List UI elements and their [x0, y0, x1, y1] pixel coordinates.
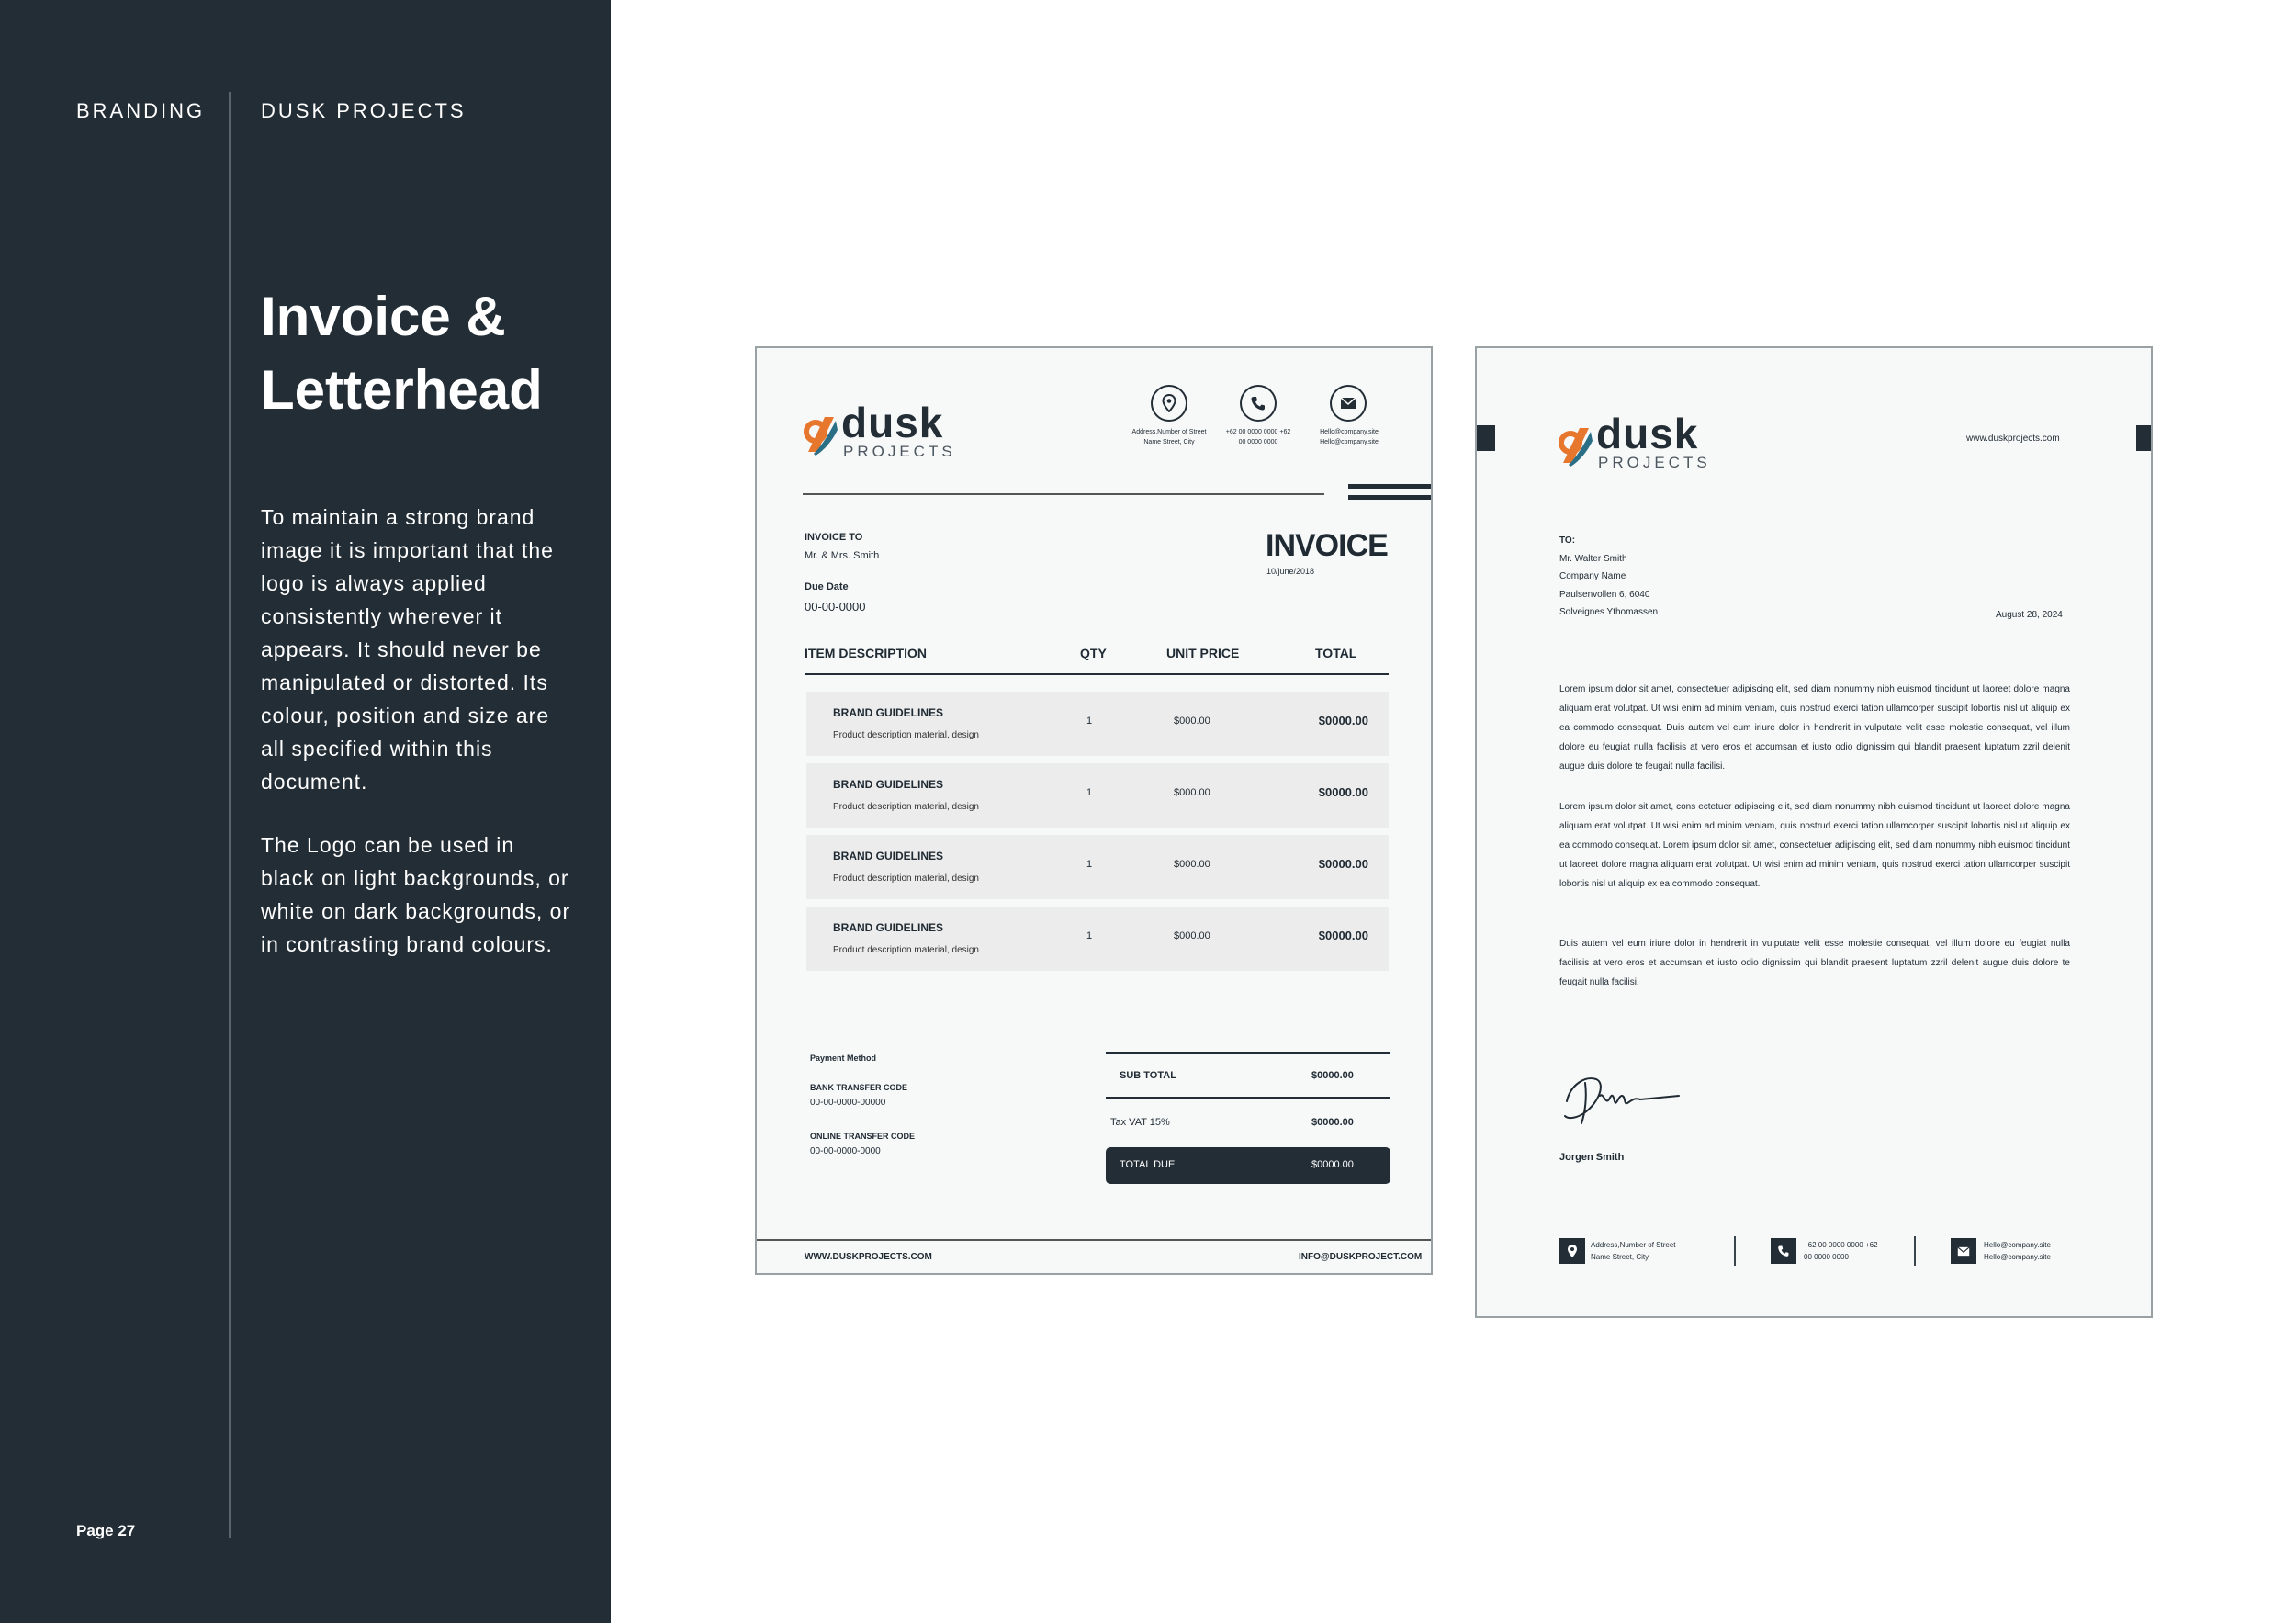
fold-mark-left: [1477, 425, 1495, 451]
phone-icon: [1771, 1238, 1796, 1264]
recipient-company: Company Name: [1559, 571, 1626, 581]
recipient-name: Mr. Walter Smith: [1559, 554, 1627, 564]
accent-bar-bottom: [1348, 495, 1433, 500]
page-title-line1: Invoice &: [261, 286, 506, 347]
table-header-rule: [805, 673, 1389, 675]
row-item: BRAND GUIDELINES: [833, 778, 944, 791]
table-row: [806, 835, 1389, 899]
footer-rule: [757, 1239, 1433, 1241]
sidebar-divider: [229, 92, 231, 1538]
footer-website: WWW.DUSKPROJECTS.COM: [805, 1252, 932, 1262]
invoice-date: 10/june/2018: [1266, 567, 1315, 576]
subtotal-label: SUB TOTAL: [1120, 1070, 1176, 1081]
table-row: [806, 763, 1389, 828]
row-qty: 1: [1086, 930, 1093, 941]
subtotal-bottom-rule: [1106, 1097, 1390, 1099]
tax-value: $0000.00: [1311, 1117, 1354, 1128]
body-paragraph: Lorem ipsum dolor sit amet, cons ectetuer adipiscing elit, sed diam nonummy nibh euismod tincidunt ut laoreet dolore magna aliquam erat volutpat. Ut wisi enim ad minim veniam, quis nostrud exerci tation ullamcorper suscipit lobortis nisl ut aliquip ex ea commodo consequat. Lorem ipsum dolor sit amet, consectetuer adipiscing elit, sed diam nonummy nibh euismod tincidunt ut laoreet dolore magna aliquam erat volutpat. Ut wisi enim ad minim veniam, quis nostrud exerci tation ullamcorper suscipit lobortis nisl ut aliquip ex ea commodo consequat.: [1559, 802, 2070, 889]
accent-bar-top: [1348, 484, 1433, 489]
bank-transfer-label: BANK TRANSFER CODE: [810, 1083, 908, 1092]
mail-icon: [1951, 1238, 1976, 1264]
logo-mark-icon: [1558, 421, 1594, 468]
row-description: Product description material, design: [833, 945, 979, 955]
body-paragraph: Duis autem vel eum iriure dolor in hendrerit in vulputate velit esse molestie consequat, vel illum dolore eu feugiat nulla facilisis at vero eros et accumsan et iusto odio dignissim qui blandit praesent luptatum zzril delenit augue duis dolore te feugait nulla facilisi.: [1559, 939, 2070, 987]
page-title: [261, 280, 591, 427]
online-transfer-value: 00-00-0000-0000: [810, 1146, 881, 1156]
row-total: $0000.00: [1318, 929, 1368, 942]
footer-email: INFO@DUSKPROJECT.COM: [1299, 1252, 1423, 1262]
col-unit-price: UNIT PRICE: [1166, 646, 1240, 660]
row-qty: 1: [1086, 859, 1093, 870]
phone-icon: [1240, 385, 1277, 422]
recipient-city: Solveignes Ythomassen: [1559, 607, 1659, 617]
footer-separator: [1734, 1236, 1736, 1266]
col-item-description: ITEM DESCRIPTION: [805, 646, 928, 660]
due-date-value: 00-00-0000: [805, 600, 866, 614]
table-row: [806, 907, 1389, 971]
row-unit-price: $000.00: [1174, 930, 1210, 941]
logo-wordmark: dusk: [841, 399, 944, 446]
subtotal-top-rule: [1106, 1052, 1390, 1054]
row-unit-price: $000.00: [1174, 787, 1210, 798]
fold-mark-right: [2136, 425, 2153, 451]
total-due-value: $0000.00: [1311, 1159, 1354, 1170]
row-qty: 1: [1086, 716, 1093, 727]
letter-website: www.duskprojects.com: [1966, 434, 2060, 444]
col-total: TOTAL: [1315, 646, 1357, 660]
contact-address: Address,Number of Street Name Street, City: [1131, 429, 1207, 445]
row-unit-price: $000.00: [1174, 859, 1210, 870]
payment-method-label: Payment Method: [810, 1054, 877, 1063]
row-description: Product description material, design: [833, 730, 979, 740]
bank-transfer-value: 00-00-0000-00000: [810, 1098, 886, 1108]
row-total: $0000.00: [1318, 785, 1368, 799]
row-qty: 1: [1086, 787, 1093, 798]
footer-separator: [1914, 1236, 1916, 1266]
row-description: Product description material, design: [833, 873, 979, 884]
total-due-label: TOTAL DUE: [1120, 1159, 1176, 1170]
subtotal-value: $0000.00: [1311, 1070, 1354, 1081]
letterhead-sheet: [1475, 346, 2153, 1318]
invoice-to-label: INVOICE TO: [805, 532, 863, 543]
invoice-title: INVOICE: [1266, 528, 1388, 563]
logo-subtitle: PROJECTS: [843, 443, 956, 460]
location-pin-icon: [1559, 1238, 1585, 1264]
row-item: BRAND GUIDELINES: [833, 706, 944, 719]
page-title-line2: Letterhead: [261, 359, 543, 421]
body-paragraph: Lorem ipsum dolor sit amet, consectetuer adipiscing elit, sed diam nonummy nibh euismod tincidunt ut laoreet dolore magna aliquam erat volutpat. Ut wisi enim ad minim veniam, quis nostrud exerci tation ullamcorper suscipit lobortis nisl ut aliquip ex ea commodo consequat. Duis autem vel eum iriure dolor in hendrerit in vulputate velit esse molestie consequat, vel illum dolore eu feugiat nulla facilisis at vero eros et accumsan et iusto odio dignissim qui blandit praesent luptatum zzril delenit augue duis dolore te feugait nulla facilisi.: [1559, 684, 2070, 772]
logo-mark-icon: [803, 410, 839, 457]
location-pin-icon: [1151, 385, 1187, 422]
invoice-to-name: Mr. & Mrs. Smith: [805, 550, 880, 561]
table-row: [806, 692, 1389, 756]
footer-email: Hello@company.site Hello@company.site: [1984, 1241, 2051, 1261]
contact-email: Hello@company.site Hello@company.site: [1320, 429, 1379, 445]
sidebar: [0, 0, 611, 1623]
intro-paragraph: To maintain a strong brand image it is important that the logo is always applied consistently wherever it appears. It should never be manipulated or distorted. Its colour, position and size are all specified within this document.: [261, 505, 554, 794]
online-transfer-label: ONLINE TRANSFER CODE: [810, 1132, 916, 1141]
contact-phone: +62 00 0000 0000 +62 00 0000 0000: [1225, 429, 1291, 445]
mail-icon: [1330, 385, 1367, 422]
row-total: $0000.00: [1318, 714, 1368, 727]
letter-date: August 28, 2024: [1996, 610, 2063, 620]
row-unit-price: $000.00: [1174, 716, 1210, 727]
page-number: Page 27: [76, 1522, 136, 1539]
total-due-bar: [1106, 1147, 1390, 1184]
row-item: BRAND GUIDELINES: [833, 921, 944, 934]
row-description: Product description material, design: [833, 802, 979, 812]
col-qty: QTY: [1080, 646, 1107, 660]
row-item: BRAND GUIDELINES: [833, 850, 944, 862]
due-date-label: Due Date: [805, 581, 849, 592]
footer-address: Address,Number of Street Name Street, City: [1591, 1241, 1676, 1261]
logo-subtitle: PROJECTS: [1598, 454, 1711, 471]
signature: [1558, 1065, 1686, 1129]
section-category: BRANDING: [76, 99, 206, 122]
header-divider: [803, 493, 1324, 495]
recipient-address: Paulsenvollen 6, 6040: [1559, 590, 1650, 600]
footer-phone: +62 00 0000 0000 +62 00 0000 0000: [1804, 1241, 1878, 1261]
to-label: TO:: [1559, 535, 1576, 546]
tax-label: Tax VAT 15%: [1110, 1117, 1170, 1128]
invoice-sheet: [755, 346, 1433, 1275]
row-total: $0000.00: [1318, 857, 1368, 871]
logo-usage-paragraph: The Logo can be used in black on light backgrounds, or white on dark backgrounds, or in contrasting brand colours.: [261, 833, 571, 956]
logo-wordmark: dusk: [1596, 410, 1699, 457]
signer-name: Jorgen Smith: [1559, 1152, 1625, 1163]
project-name: DUSK PROJECTS: [261, 99, 467, 122]
